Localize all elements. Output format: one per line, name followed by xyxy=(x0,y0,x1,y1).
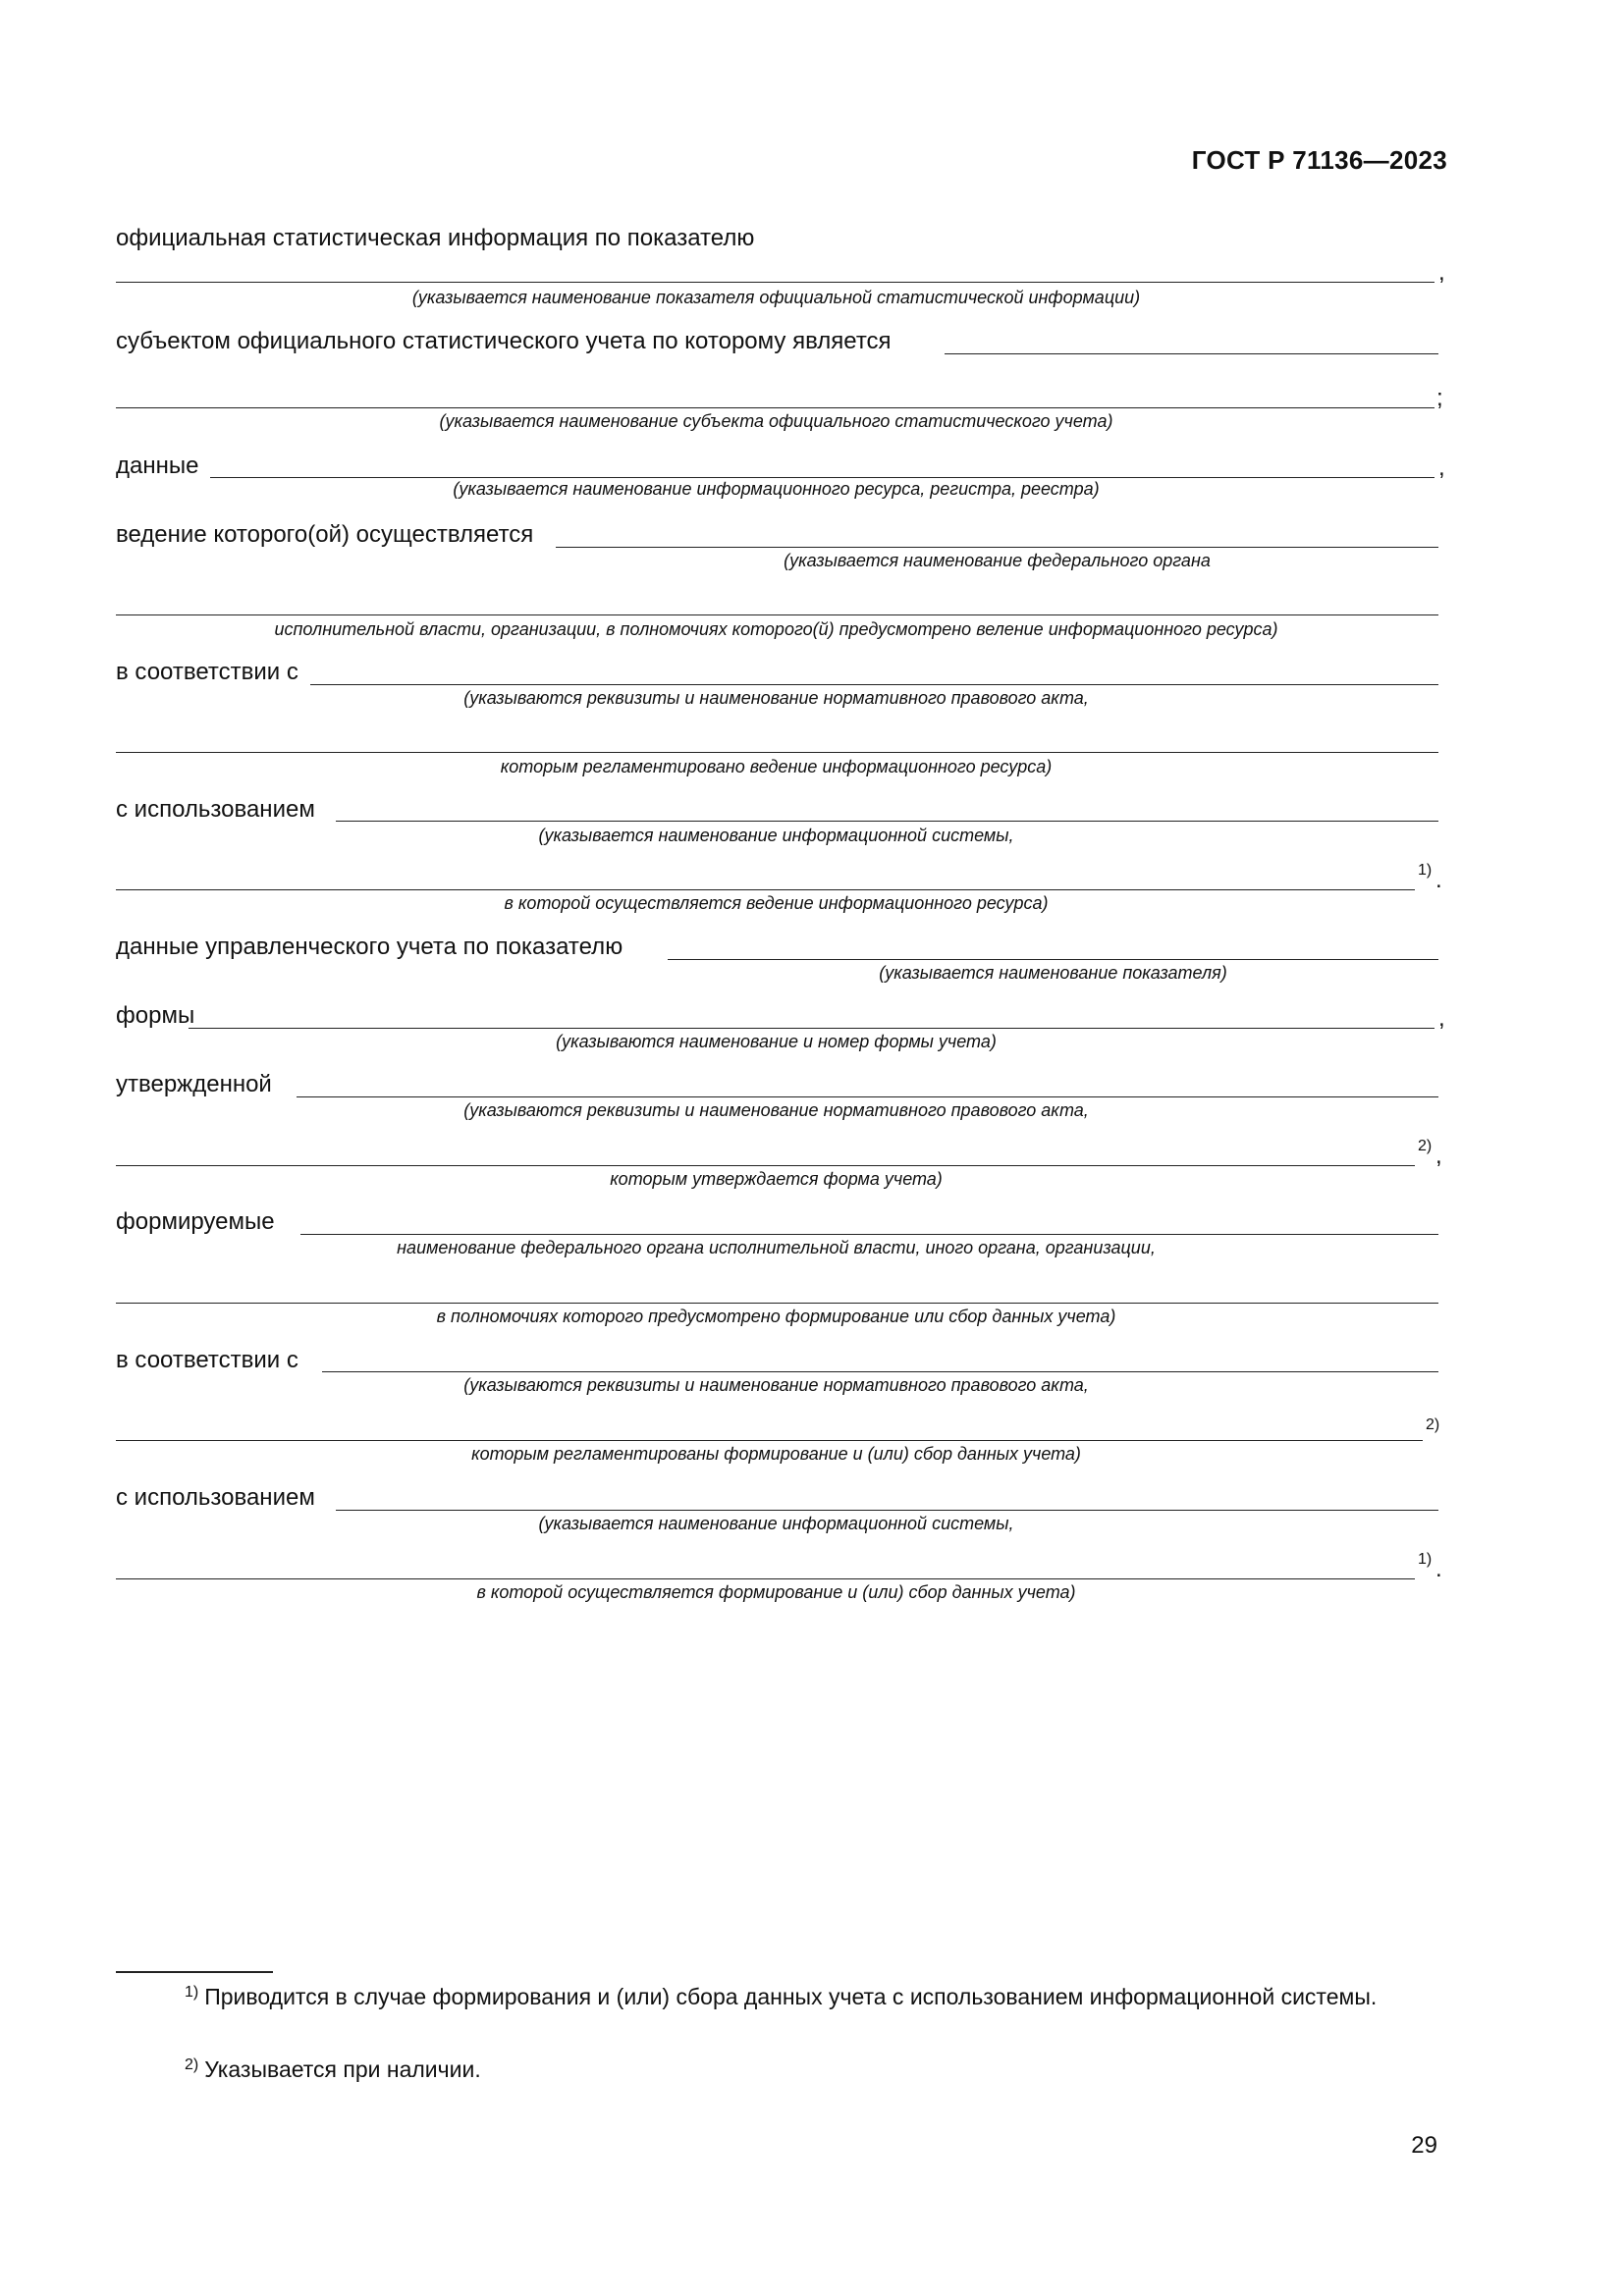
line-punct: , xyxy=(1438,1005,1445,1032)
footnote-1 xyxy=(116,1981,1436,2012)
footnote-1-mark: 1) xyxy=(185,1984,199,2001)
fill-line[interactable] xyxy=(116,282,1435,283)
field-label: в соответствии с xyxy=(116,659,298,685)
footnote-2-text: Указывается при наличии. xyxy=(204,2056,481,2082)
fill-line[interactable] xyxy=(556,547,1438,548)
line-punct: , xyxy=(1438,454,1445,481)
field-label: ведение которого(ой) осуществляется xyxy=(116,521,534,548)
field-caption: которым регламентировано ведение информационного ресурса) xyxy=(500,757,1053,776)
line-punct: ; xyxy=(1436,385,1443,411)
footnote-1-text: Приводится в случае формирования и (или) сбора данных учета с использованием информационной системы. xyxy=(204,1984,1378,2009)
fill-line[interactable] xyxy=(297,1096,1438,1097)
field-caption: (указывается наименование показателя официальной статистической информации) xyxy=(411,288,1141,307)
fill-line[interactable] xyxy=(116,614,1438,615)
fill-line[interactable] xyxy=(945,353,1438,354)
fill-line[interactable] xyxy=(116,1440,1423,1441)
footnote-1-indent xyxy=(116,1984,185,2009)
field-caption: в которой осуществляется формирование и (или) сбор данных учета) xyxy=(476,1582,1076,1602)
page-number: 29 xyxy=(1411,2132,1437,2159)
field-label: субъектом официального статистического учета по которому является xyxy=(116,328,892,354)
fill-line[interactable] xyxy=(300,1234,1438,1235)
field-label: с использованием xyxy=(116,796,315,823)
fill-line[interactable] xyxy=(668,959,1438,960)
footnote-ref: 2) xyxy=(1418,1138,1433,1154)
fill-line[interactable] xyxy=(116,1165,1415,1166)
field-caption: (указывается наименование информационного ресурса, регистра, реестра) xyxy=(453,479,1100,499)
field-caption: (указывается наименование федерального органа xyxy=(784,551,1211,570)
fill-line[interactable] xyxy=(189,1028,1435,1029)
field-caption: (указывается наименование показателя) xyxy=(879,963,1227,983)
field-label: данные xyxy=(116,453,199,479)
fill-line[interactable] xyxy=(116,889,1415,890)
field-caption: (указывается наименование субъекта официального статистического учета) xyxy=(439,411,1113,431)
field-caption: (указываются реквизиты и наименование нормативного правового акта, xyxy=(463,688,1089,708)
footnote-separator xyxy=(116,1971,273,1973)
field-caption: исполнительной власти, организации, в полномочиях которого(й) предусмотрено веление информационного ресурса) xyxy=(274,619,1278,639)
line-punct: , xyxy=(1435,1143,1442,1169)
field-caption: (указывается наименование информационной системы, xyxy=(538,1514,1014,1533)
field-caption: (указывается наименование информационной системы, xyxy=(538,826,1014,845)
fill-line[interactable] xyxy=(336,821,1438,822)
field-label: официальная статистическая информация по показателю xyxy=(116,225,755,251)
field-caption: (указываются реквизиты и наименование нормативного правового акта, xyxy=(463,1100,1089,1120)
footnote-ref: 2) xyxy=(1426,1416,1440,1433)
field-caption: которым утверждается форма учета) xyxy=(610,1169,943,1189)
field-caption: в которой осуществляется ведение информационного ресурса) xyxy=(504,893,1049,913)
fill-line[interactable] xyxy=(310,684,1438,685)
footnote-2 xyxy=(116,2054,1436,2085)
footnote-2-mark: 2) xyxy=(185,2056,199,2073)
footnote-2-indent xyxy=(116,2056,185,2082)
field-label: данные управленческого учета по показателю xyxy=(116,934,623,960)
field-label: формируемые xyxy=(116,1208,275,1235)
fill-line[interactable] xyxy=(116,1578,1415,1579)
footnote-ref: 1) xyxy=(1418,862,1433,879)
fill-line[interactable] xyxy=(116,407,1435,408)
field-label: утвержденной xyxy=(116,1071,272,1097)
field-caption: в полномочиях которого предусмотрено формирование или сбор данных учета) xyxy=(436,1307,1116,1326)
fill-line[interactable] xyxy=(116,752,1438,753)
fill-line[interactable] xyxy=(322,1371,1438,1372)
field-label: с использованием xyxy=(116,1484,315,1511)
field-caption: (указываются реквизиты и наименование нормативного правового акта, xyxy=(463,1375,1089,1395)
footnote-ref: 1) xyxy=(1418,1551,1433,1568)
line-punct: . xyxy=(1435,1556,1442,1582)
line-punct: , xyxy=(1438,259,1445,286)
field-label: формы xyxy=(116,1002,195,1029)
field-label: в соответствии с xyxy=(116,1347,298,1373)
standard-designation: ГОСТ Р 71136—2023 xyxy=(1191,145,1447,175)
field-caption: которым регламентированы формирование и (или) сбор данных учета) xyxy=(471,1444,1081,1464)
line-punct: . xyxy=(1435,867,1442,893)
fill-line[interactable] xyxy=(116,1303,1438,1304)
field-caption: наименование федерального органа исполнительной власти, иного органа, организации, xyxy=(397,1238,1156,1257)
fill-line[interactable] xyxy=(336,1510,1438,1511)
field-caption: (указываются наименование и номер формы учета) xyxy=(556,1032,997,1051)
